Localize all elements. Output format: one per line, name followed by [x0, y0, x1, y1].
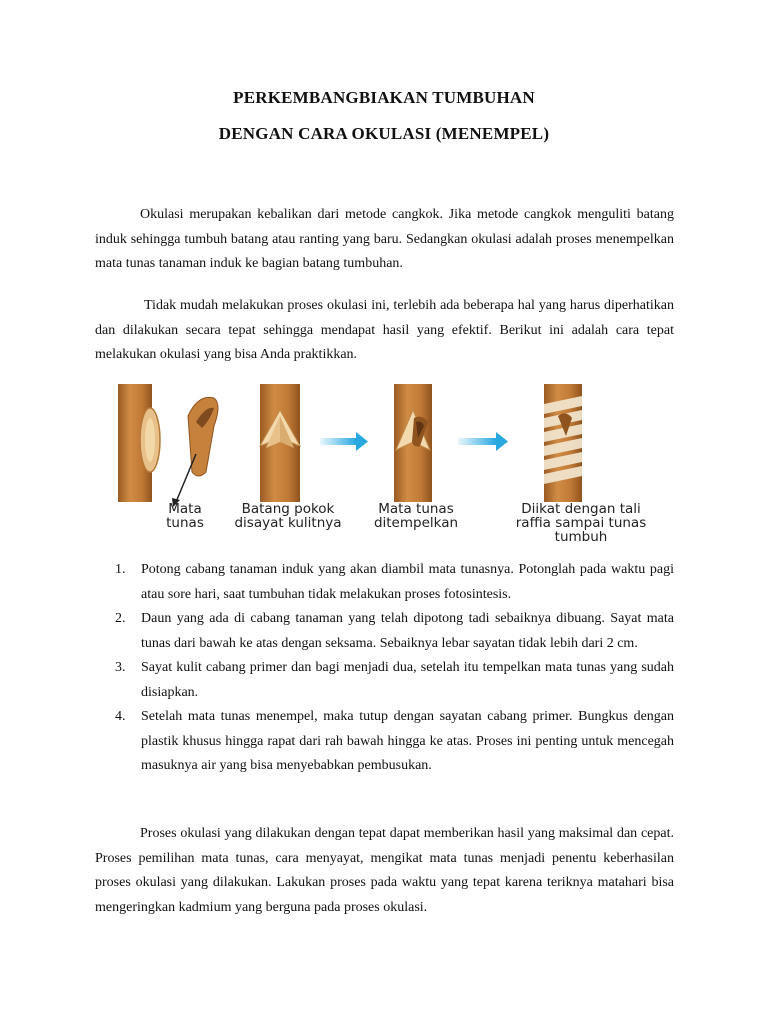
list-item: [95, 656, 674, 705]
step-number: 3.: [115, 660, 126, 675]
bud-piece: [172, 397, 218, 507]
step-number: 1.: [115, 562, 126, 577]
step-text: Setelah mata tunas menempel, maka tutup dengan sayatan cabang primer. Bungkus dengan plastik khusus hingga rapat dari rah bawah hingga ke atas. Proses ini penting untuk mencegah masuknya air yang bisa menyebabkan pembusukan.: [141, 709, 674, 773]
label-mata-tunas: Mata tunas: [166, 501, 204, 531]
step-text: Sayat kulit cabang primer dan bagi menjadi dua, setelah itu tempelkan mata tunas yang sudah disiapkan.: [141, 660, 674, 700]
title-line-2: DENGAN CARA OKULASI (MENEMPEL): [218, 124, 550, 143]
stage-1-stem: [118, 384, 160, 502]
closing-paragraph: Proses okulasi yang dilakukan dengan tepat dapat memberikan hasil yang maksimal dan cepat. Proses pemilihan mata tunas, cara menyayat, mengikat mata tunas menjadi penentu keberhasilan proses okulasi yang dilakukan. Lakukan proses pada waktu yang tepat karena teriknya matahari bisa mengeringkan kadmium yang berguna pada proses okulasi.: [95, 826, 674, 915]
step-text: Potong cabang tanaman induk yang akan diambil mata tunasnya. Potonglah pada waktu pagi atau sore hari, saat tumbuhan tidak melakukan proses fotosintesis.: [141, 562, 674, 602]
label-ditempelkan: Mata tunas ditempelkan: [373, 501, 459, 531]
step-number: 4.: [115, 709, 126, 724]
label-batang-pokok: Batang pokok disayat kulitnya: [234, 501, 342, 531]
stage-4-stem: [544, 384, 582, 502]
second-paragraph: Tidak mudah melakukan proses okulasi ini, terlebih ada beberapa hal yang harus diperhatikan dan dilakukan secara tepat sehingga mendapat hasil yang efektif. Berikut ini adalah cara tepat melakukan okulasi yang bisa Anda praktikkan.: [95, 298, 674, 362]
steps-list: [95, 558, 674, 779]
list-item: [95, 705, 674, 779]
stage-3-stem: [394, 384, 432, 502]
title-line-1: PERKEMBANGBIAKAN TUMBUHAN: [233, 88, 535, 107]
intro-paragraph: Okulasi merupakan kebalikan dari metode cangkok. Jika metode cangkok menguliti batang induk sehingga tumbuh batang atau ranting yang baru. Sedangkan okulasi adalah proses menempelkan mata tunas tanaman induk ke bagian batang tumbuhan.: [95, 207, 674, 271]
arrow-1: [320, 432, 368, 451]
arrow-2: [458, 432, 508, 451]
list-item: [95, 607, 674, 656]
label-diikat: Diikat dengan tali raffia sampai tunas tumbuh: [515, 501, 647, 545]
okulasi-illustration: [110, 376, 670, 554]
list-item: [95, 558, 674, 607]
step-text: Daun yang ada di cabang tanaman yang telah dipotong tadi sebaiknya dibuang. Sayat mata tunas dari bawah ke atas dengan seksama. Sebaiknya lebar sayatan tidak lebih dari 2 cm.: [141, 611, 674, 651]
stage-2-stem: [260, 384, 300, 502]
step-number: 2.: [115, 611, 126, 626]
